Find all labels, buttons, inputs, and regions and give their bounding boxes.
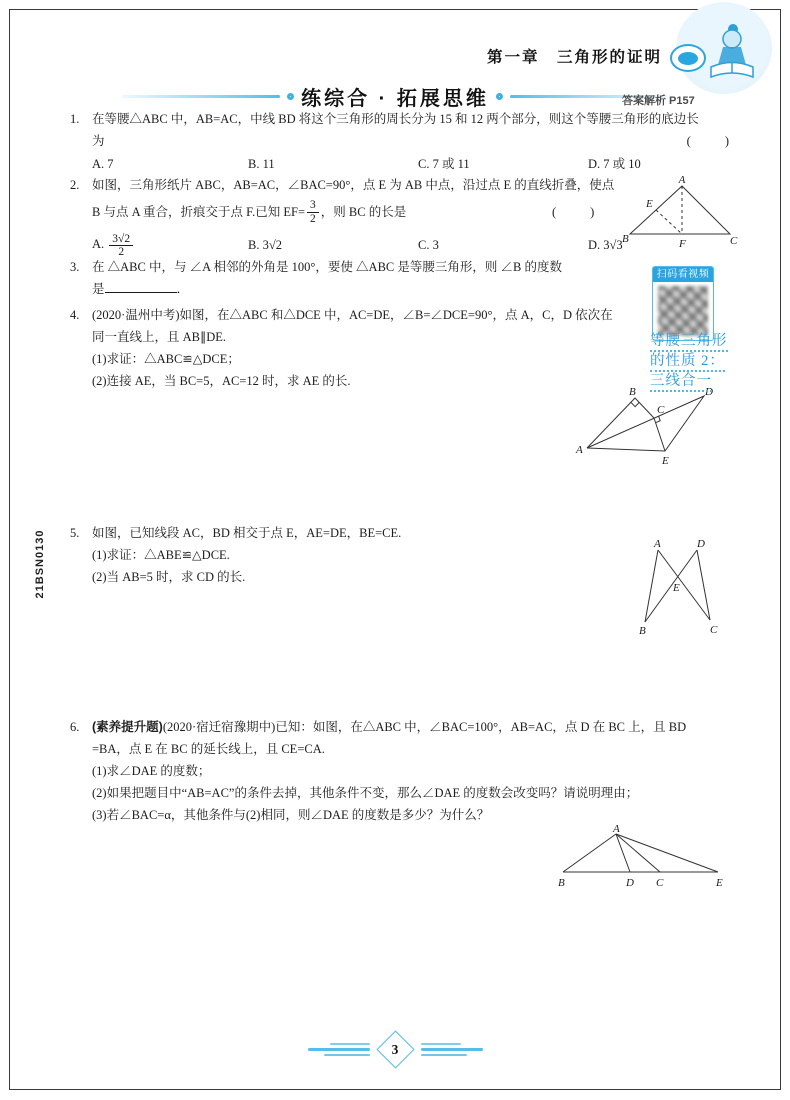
problem-1 — [70, 108, 742, 176]
svg-text:E: E — [716, 877, 723, 889]
problem-4-line1: 4. (2020·温州中考)如图，在△ABC 和△DCE 中，AC=DE，∠B=∠DCE=90°，点 A，C，D 依次在 — [70, 304, 742, 326]
problem-6-line2: =BA，点 E 在 BC 的延长线上，且 CE=CA. — [92, 742, 325, 756]
video-caption — [650, 334, 750, 394]
figure-problem-6-triangle-cevians — [538, 824, 778, 901]
footer-lines-left — [308, 1043, 370, 1057]
svg-text:A: A — [654, 538, 661, 550]
svg-text:D: D — [705, 386, 713, 398]
qr-code — [658, 286, 708, 336]
page-footer — [0, 1036, 790, 1063]
problem-number: 2. — [70, 178, 80, 192]
option-a: A. 7 — [92, 157, 114, 171]
problem-3 — [70, 256, 742, 300]
figure-problem-4-triangles — [572, 386, 777, 476]
footer-lines-right — [421, 1043, 483, 1057]
problem-3-line2: 是 ． — [92, 282, 190, 296]
svg-text:D: D — [626, 877, 634, 889]
svg-text:E: E — [673, 582, 680, 594]
option-c: C. 3 — [418, 238, 439, 252]
problem-5-line1: 5. 如图，已知线段 AC，BD 相交于点 E，AE=DE，BE=CE. — [70, 522, 742, 544]
problem-number: 3. — [70, 260, 80, 274]
problem-5-sub1: (1)求证：△ABE≌△DCE. — [92, 548, 230, 562]
svg-text:E: E — [662, 455, 669, 467]
svg-text:D: D — [697, 538, 705, 550]
video-caption-line: 等腰三角形 — [650, 334, 728, 352]
problem-1-line1: 1. 在等腰△ABC 中，AB=AC，中线 BD 将这个三角形的周长分为 15 和 12 两个部分，则这个等腰三角形的底边长 — [70, 108, 742, 130]
brand-logo-icon — [670, 44, 706, 72]
option-b: B. 11 — [248, 157, 275, 171]
mascot-icon — [706, 20, 758, 87]
problem-number: 5. — [70, 526, 80, 540]
fill-in-blank — [105, 281, 177, 293]
banner-ring-left-icon — [287, 93, 294, 100]
problem-tag: (素养提升题) — [92, 720, 163, 734]
scan-video-box — [652, 266, 714, 341]
option-a: A. $\frac{3√2}{2}$ — [92, 232, 248, 258]
svg-text:B: B — [629, 386, 636, 398]
option-d: D. 3√3 — [588, 238, 623, 252]
svg-text:B: B — [639, 625, 646, 637]
problem-number: 1. — [70, 112, 80, 126]
option-c: C. 7 或 11 — [418, 157, 470, 171]
problem-1-options — [92, 152, 742, 176]
answer-parentheses: ( ) — [686, 134, 730, 148]
fraction: $\frac{3√2}{2}$ — [109, 233, 133, 258]
banner-line-left — [122, 95, 280, 99]
problem-3-line1: 3. 在 △ABC 中，与 ∠A 相邻的外角是 100°，要使 △ABC 是等腰三角形，则 ∠B 的度数 — [70, 256, 742, 278]
problem-5-sub2: (2)当 AB=5 时，求 CD 的长. — [92, 570, 246, 584]
svg-text:C: C — [656, 877, 664, 889]
scan-video-header: 扫码看视频 — [653, 267, 713, 282]
figure-problem-2-triangle — [620, 176, 775, 255]
problem-4 — [70, 304, 742, 392]
problem-1-line2: 为 ( ) — [70, 130, 742, 152]
problem-number: 6. — [70, 720, 80, 734]
option-d: D. 7 或 10 — [588, 157, 641, 171]
problem-4-sub1: (1)求证：△ABC≌△DCE； — [92, 352, 240, 366]
problem-6 — [70, 716, 742, 826]
problem-6-sub3: (3)若∠BAC=α，其他条件与(2)相同，则∠DAE 的度数是多少？为什么？ — [92, 808, 490, 822]
option-b: B. 3√2 — [248, 238, 282, 252]
page-number-diamond — [376, 1030, 414, 1068]
answer-parentheses: ( ) — [552, 205, 596, 219]
video-caption-line: 的性质 2： — [650, 354, 725, 372]
svg-text:B: B — [622, 233, 629, 245]
answer-reference: 答案解析 P157 — [622, 95, 695, 107]
svg-text:A: A — [678, 176, 686, 186]
problem-6-sub1: (1)求∠DAE 的度数； — [92, 764, 211, 778]
problem-6-sub2: (2)如果把题目中“AB=AC”的条件去掉，其他条件不变，那么∠DAE 的度数会改变吗？请说明理由； — [92, 786, 639, 800]
svg-text:A: A — [576, 444, 583, 456]
problem-2-line2: B 与点 A 重合，折痕交于点 F.已知 EF= $\frac{3}{2}$ ，则 BC 的长是 ( ) — [92, 199, 596, 225]
problem-2-line1: 2. 如图，三角形纸片 ABC，AB=AC，∠BAC=90°，点 E 为 AB 中点，沿过点 E 的直线折叠，使点 — [70, 174, 742, 196]
svg-text:C: C — [730, 235, 738, 247]
spine-code: 21BSN0130 — [34, 529, 46, 599]
chapter-title: 第一章 三角形的证明 — [486, 49, 662, 66]
problem-number: 4. — [70, 308, 80, 322]
problem-4-sub2: (2)连接 AE，当 BC=5，AC=12 时，求 AE 的长. — [92, 374, 351, 388]
fraction: $\frac{3}{2}$ — [307, 199, 319, 224]
svg-text:C: C — [657, 404, 665, 416]
svg-text:B: B — [558, 877, 565, 889]
svg-text:A: A — [613, 824, 620, 835]
problem-6-line1: 6. (素养提升题)(2020·宿迁宿豫期中)已知：如图，在△ABC 中，∠BAC=100°，AB=AC，点 D 在 BC 上，且 BD — [70, 716, 742, 738]
page-number: 3 — [391, 1041, 399, 1057]
problem-4-line2: 同一直线上，且 AB∥DE. — [92, 330, 227, 344]
svg-text:C: C — [710, 624, 718, 636]
banner-ring-right-icon — [496, 93, 503, 100]
svg-text:E: E — [646, 198, 653, 210]
video-caption-line: 三线合一 — [650, 374, 712, 392]
svg-text:F: F — [679, 238, 686, 250]
section-title: 练综合 · 拓展思维 — [301, 88, 489, 110]
figure-problem-5-crossing-segments — [625, 536, 730, 643]
